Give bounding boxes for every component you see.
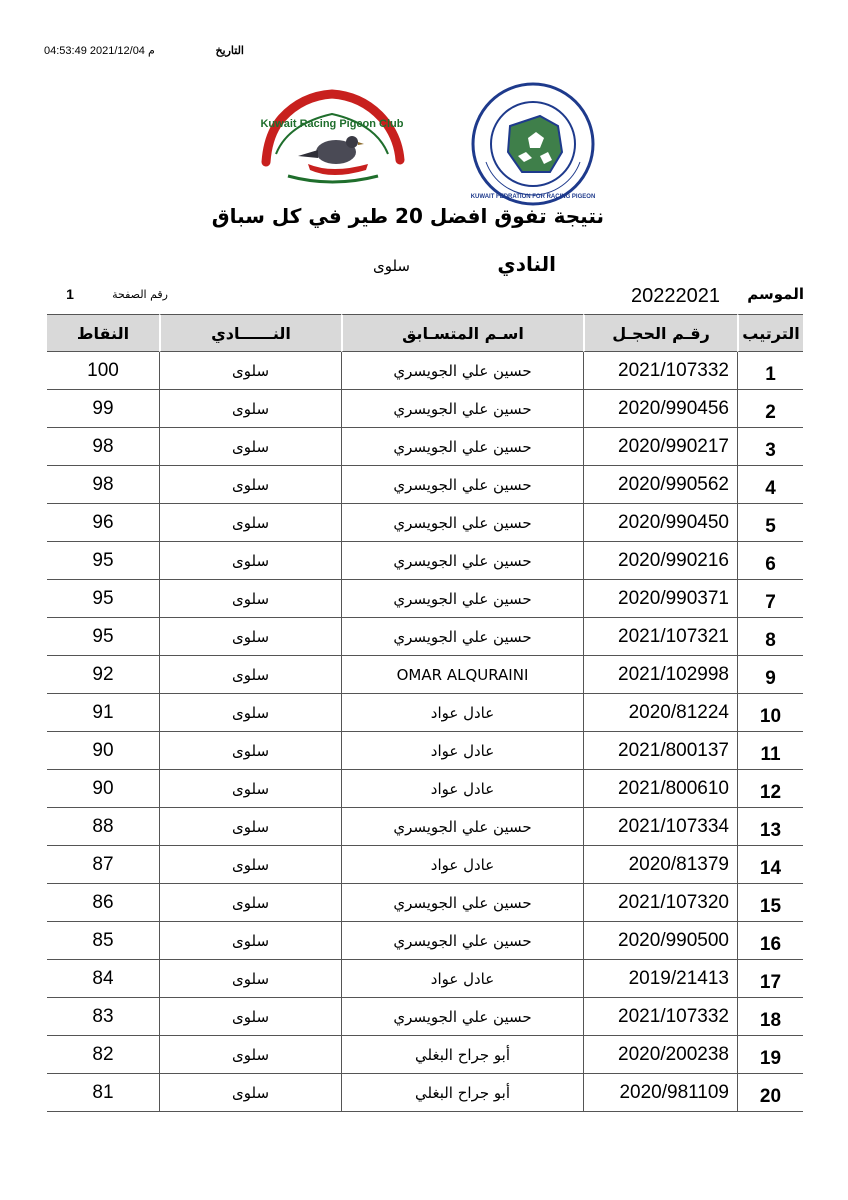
ring-number-cell: 2020/990500 xyxy=(583,922,737,960)
points-cell: 95 xyxy=(47,618,159,656)
club-cell: سلوى xyxy=(159,998,341,1036)
rank-value: 5 xyxy=(765,515,776,537)
ring-number-cell: 2021/107332 xyxy=(583,352,737,390)
table-row xyxy=(47,580,803,618)
rank-value: 17 xyxy=(759,971,782,993)
ring-number-cell: 2020/990450 xyxy=(583,504,737,542)
table-row xyxy=(47,504,803,542)
competitor-name-cell: حسين علي الجويسري xyxy=(341,542,583,580)
rank-value: 7 xyxy=(765,591,776,613)
ring-number-cell: 2021/107332 xyxy=(583,998,737,1036)
competitor-name-cell: أبو جراح البغلي xyxy=(341,1074,583,1112)
rank-cell xyxy=(737,390,803,428)
competitor-name-cell: أبو جراح البغلي xyxy=(341,1036,583,1074)
rank-cell xyxy=(737,656,803,694)
rank-value: 11 xyxy=(760,743,781,765)
points-cell: 98 xyxy=(47,466,159,504)
table-row xyxy=(47,770,803,808)
table-row xyxy=(47,390,803,428)
club-cell: سلوى xyxy=(159,884,341,922)
ring-number-cell: 2020/990371 xyxy=(583,580,737,618)
rank-value: 12 xyxy=(759,781,782,803)
rank-value: 14 xyxy=(759,857,782,879)
points-cell: 96 xyxy=(47,504,159,542)
table-row xyxy=(47,618,803,656)
club-label: النادي xyxy=(497,252,556,276)
points-cell: 83 xyxy=(47,998,159,1036)
ring-number-cell: 2020/990562 xyxy=(583,466,737,504)
rank-cell xyxy=(737,960,803,998)
competitor-name-cell: حسين علي الجويسري xyxy=(341,998,583,1036)
rank-value: 13 xyxy=(759,819,782,841)
ring-number-cell: 2021/800610 xyxy=(583,770,737,808)
points-cell: 85 xyxy=(47,922,159,960)
rank-value: 6 xyxy=(765,553,776,575)
table-header-row xyxy=(47,314,803,352)
competitor-name-cell: عادل عواد xyxy=(341,960,583,998)
club-value: سلوى xyxy=(372,257,410,275)
rank-value: 3 xyxy=(765,439,776,461)
ring-number-cell: 2021/102998 xyxy=(583,656,737,694)
competitor-name-cell: حسين علي الجويسري xyxy=(341,808,583,846)
competitor-name-cell: عادل عواد xyxy=(341,846,583,884)
rank-cell xyxy=(737,504,803,542)
page-number-value: 1 xyxy=(66,286,74,302)
competitor-name-cell: حسين علي الجويسري xyxy=(341,618,583,656)
club-cell: سلوى xyxy=(159,1074,341,1112)
results-table xyxy=(47,314,803,1112)
ring-number-cell: 2020/81379 xyxy=(583,846,737,884)
competitor-name-cell: حسين علي الجويسري xyxy=(341,390,583,428)
column-header-ring: رقـم الحجـل xyxy=(583,314,737,352)
rank-cell xyxy=(737,998,803,1036)
rank-cell xyxy=(737,732,803,770)
rank-value: 9 xyxy=(765,667,776,689)
table-row xyxy=(47,542,803,580)
report-title: نتيجة تفوق افضل 20 طير في كل سباق xyxy=(211,204,604,228)
rank-value: 19 xyxy=(759,1047,782,1069)
club-cell: سلوى xyxy=(159,618,341,656)
rank-cell xyxy=(737,580,803,618)
competitor-name-cell: حسين علي الجويسري xyxy=(341,580,583,618)
table-row xyxy=(47,466,803,504)
club-cell: سلوى xyxy=(159,466,341,504)
competitor-name-cell: حسين علي الجويسري xyxy=(341,466,583,504)
rank-cell xyxy=(737,1074,803,1112)
points-cell: 98 xyxy=(47,428,159,466)
table-row xyxy=(47,922,803,960)
ring-number-cell: 2019/21413 xyxy=(583,960,737,998)
club-cell: سلوى xyxy=(159,846,341,884)
rank-value: 4 xyxy=(765,477,776,499)
rank-value: 2 xyxy=(765,401,776,423)
rank-value: 15 xyxy=(759,895,782,917)
svg-text:KUWAIT FEDRATION FOR RACING PI: KUWAIT FEDRATION FOR RACING PIGEON xyxy=(470,194,596,200)
points-cell: 91 xyxy=(47,694,159,732)
rank-cell xyxy=(737,884,803,922)
competitor-name-cell: حسين علي الجويسري xyxy=(341,504,583,542)
points-cell: 88 xyxy=(47,808,159,846)
column-header-rank: الترتيب xyxy=(737,314,803,352)
table-row xyxy=(47,846,803,884)
club-cell: سلوى xyxy=(159,580,341,618)
points-cell: 95 xyxy=(47,542,159,580)
competitor-name-cell: حسين علي الجويسري xyxy=(341,352,583,390)
rank-cell xyxy=(737,846,803,884)
club-cell: سلوى xyxy=(159,922,341,960)
ring-number-cell: 2020/990456 xyxy=(583,390,737,428)
competitor-name-cell: OMAR ALQURAINI xyxy=(341,656,583,694)
season-value: 20222021 xyxy=(631,285,720,307)
club-cell: سلوى xyxy=(159,656,341,694)
points-cell: 87 xyxy=(47,846,159,884)
report-date-label: التاريخ xyxy=(215,45,244,57)
rank-cell xyxy=(737,428,803,466)
table-row xyxy=(47,998,803,1036)
table-row xyxy=(47,1036,803,1074)
table-row xyxy=(47,808,803,846)
points-cell: 86 xyxy=(47,884,159,922)
club-cell: سلوى xyxy=(159,808,341,846)
competitor-name-cell: حسين علي الجويسري xyxy=(341,884,583,922)
club-cell: سلوى xyxy=(159,352,341,390)
rank-cell xyxy=(737,1036,803,1074)
rank-cell xyxy=(737,922,803,960)
page-number-label: رقم الصفحة xyxy=(112,288,168,301)
points-cell: 99 xyxy=(47,390,159,428)
column-header-points: النقاط xyxy=(47,314,159,352)
club-cell: سلوى xyxy=(159,390,341,428)
table-row xyxy=(47,732,803,770)
ring-number-cell: 2020/990217 xyxy=(583,428,737,466)
ring-number-cell: 2020/990216 xyxy=(583,542,737,580)
competitor-name-cell: عادل عواد xyxy=(341,694,583,732)
points-cell: 90 xyxy=(47,770,159,808)
rank-cell xyxy=(737,770,803,808)
club-cell: سلوى xyxy=(159,694,341,732)
table-row xyxy=(47,1074,803,1112)
points-cell: 84 xyxy=(47,960,159,998)
rank-value: 18 xyxy=(759,1009,782,1031)
rank-value: 16 xyxy=(759,933,782,955)
rank-value: 8 xyxy=(765,629,776,651)
club-cell: سلوى xyxy=(159,770,341,808)
ring-number-cell: 2020/981109 xyxy=(583,1074,737,1112)
table-row xyxy=(47,884,803,922)
table-row xyxy=(47,960,803,998)
points-cell: 90 xyxy=(47,732,159,770)
competitor-name-cell: حسين علي الجويسري xyxy=(341,428,583,466)
points-cell: 95 xyxy=(47,580,159,618)
table-body xyxy=(47,352,803,1112)
rank-cell xyxy=(737,694,803,732)
ring-number-cell: 2021/107320 xyxy=(583,884,737,922)
points-cell: 92 xyxy=(47,656,159,694)
federation-logo xyxy=(470,82,596,206)
column-header-name: اسـم المتسـابق xyxy=(341,314,583,352)
club-cell: سلوى xyxy=(159,542,341,580)
rank-cell xyxy=(737,542,803,580)
club-cell: سلوى xyxy=(159,504,341,542)
rank-cell xyxy=(737,466,803,504)
rank-cell xyxy=(737,618,803,656)
ring-number-cell: 2020/200238 xyxy=(583,1036,737,1074)
club-cell: سلوى xyxy=(159,1036,341,1074)
points-cell: 100 xyxy=(47,352,159,390)
ring-number-cell: 2021/107334 xyxy=(583,808,737,846)
rank-cell xyxy=(737,808,803,846)
report-date xyxy=(44,44,244,60)
table-row xyxy=(47,428,803,466)
season-label: الموسم xyxy=(747,285,804,303)
ring-number-cell: 2021/107321 xyxy=(583,618,737,656)
club-cell: سلوى xyxy=(159,960,341,998)
ring-number-cell: 2021/800137 xyxy=(583,732,737,770)
points-cell: 82 xyxy=(47,1036,159,1074)
rank-value: 1 xyxy=(765,363,776,385)
competitor-name-cell: عادل عواد xyxy=(341,770,583,808)
svg-text:Kuwait Racing Pigeon Club: Kuwait Racing Pigeon Club xyxy=(260,118,404,130)
club-cell: سلوى xyxy=(159,428,341,466)
competitor-name-cell: حسين علي الجويسري xyxy=(341,922,583,960)
table-row xyxy=(47,656,803,694)
table-row xyxy=(47,352,803,390)
rank-value: 10 xyxy=(759,705,782,727)
ring-number-cell: 2020/81224 xyxy=(583,694,737,732)
rank-cell xyxy=(737,352,803,390)
club-cell: سلوى xyxy=(159,732,341,770)
rank-value: 20 xyxy=(759,1085,782,1107)
club-logo xyxy=(248,84,416,192)
report-date-value: 04:53:49 2021/12/04 م xyxy=(44,45,155,57)
table-row xyxy=(47,694,803,732)
competitor-name-cell: عادل عواد xyxy=(341,732,583,770)
column-header-club: النــــــادي xyxy=(159,314,341,352)
points-cell: 81 xyxy=(47,1074,159,1112)
